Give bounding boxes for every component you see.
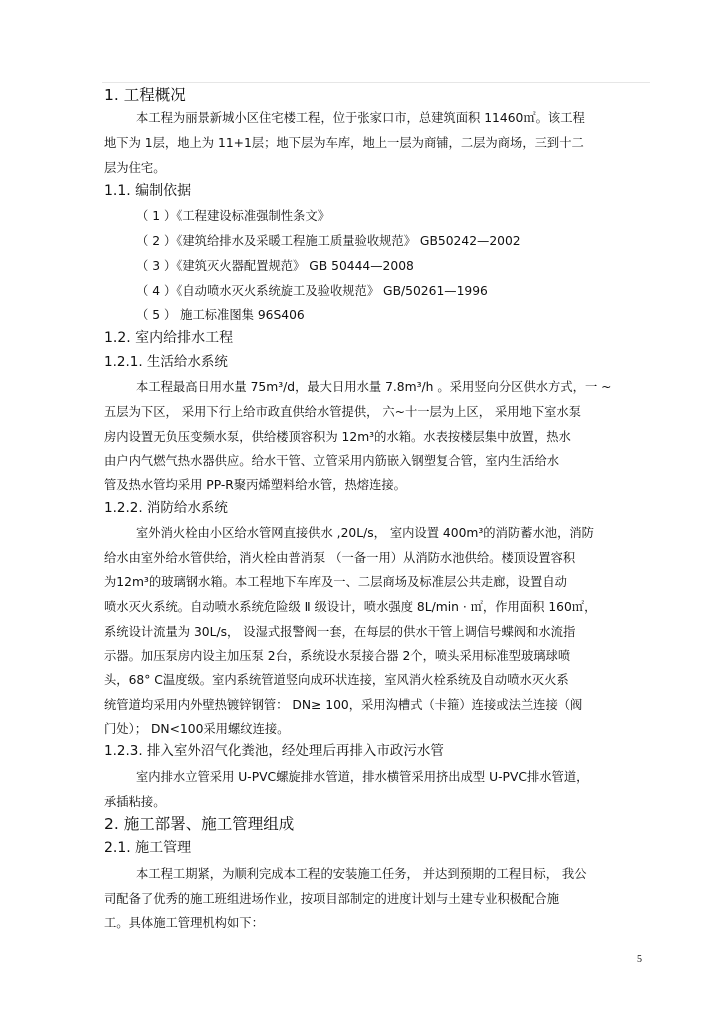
paragraph-line: 司配备了优秀的施工班组进场作业，按项目部制定的进度计划与土建专业积极配合施 bbox=[104, 892, 559, 906]
section-2-heading: 2. 施工部署、施工管理组成 bbox=[104, 815, 295, 833]
section-1-line: 本工程为丽景新城小区住宅楼工程，位于张家口市，总建筑面积 11460㎡。该工程 bbox=[136, 111, 585, 125]
paragraph-line: 承插粘接。 bbox=[104, 795, 166, 809]
paragraph-line: 由户内气燃气热水器供应。给水干管、立管采用内筋嵌入钢塑复合管，室内生活给水 bbox=[104, 454, 559, 468]
section-1-2-2-heading: 1.2.2. 消防给水系统 bbox=[104, 500, 228, 516]
paragraph-line: 本工程工期紧，为顺利完成本工程的安装施工任务， 并达到预期的工程目标， 我公 bbox=[136, 867, 587, 881]
section-1-1-heading: 1.1. 编制依据 bbox=[104, 183, 192, 199]
paragraph-line: 给水由室外给水管供给，消火栓由普消泵 （一备一用）从消防水池供给。楼顶设置容积 bbox=[104, 551, 576, 565]
reference-item: （ 5 ） 施工标准图集 96S406 bbox=[136, 308, 305, 322]
reference-item: （ 4 ）《自动喷水灭火系统旋工及验收规范》 GB/50261—1996 bbox=[136, 284, 488, 298]
paragraph-line: 房内设置无负压变频水泵，供给楼顶容积为 12m³的水箱。水表按楼层集中放置，热水 bbox=[104, 430, 571, 444]
paragraph-line: 五层为下区， 采用下行上给市政直供给水管提供， 六~十一层为上区， 采用地下室水泵 bbox=[104, 405, 582, 419]
paragraph-line: 门处）； DN<100采用螺纹连接。 bbox=[104, 722, 290, 736]
paragraph-line: 本工程最高日用水量 75m³/d，最大日用水量 7.8m³/h 。采用竖向分区供水方式，一 ~ bbox=[136, 380, 612, 394]
paragraph-line: 示器。加压泵房内设主加压泵 2台，系统设水泵接合器 2个，喷头采用标准型玻璃球喷 bbox=[104, 649, 571, 663]
reference-item: （ 3 ）《建筑灭火器配置规范》 GB 50444—2008 bbox=[136, 259, 414, 273]
reference-item: （ 2 ）《建筑给排水及采暖工程施工质量验收规范》 GB50242—2002 bbox=[136, 234, 521, 248]
section-1-2-1-heading: 1.2.1. 生活给水系统 bbox=[104, 354, 228, 370]
header-rule bbox=[102, 82, 650, 83]
paragraph-line: 系统设计流量为 30L/s， 设湿式报警阀一套，在每层的供水干管上调信号蝶阀和水流指 bbox=[104, 625, 576, 639]
reference-item: （ 1 ）《工程建设标准强制性条文》 bbox=[136, 209, 330, 223]
paragraph-line: 统管道均采用内外壁热镀锌钢管： DN≥ 100，采用沟槽式（卡箍）连接或法兰连接（阀 bbox=[104, 698, 583, 712]
paragraph-line: 室内排水立管采用 U-PVC螺旋排水管道，排水横管采用挤出成型 U-PVC排水管道， bbox=[136, 770, 589, 784]
section-1-2-3-heading: 1.2.3. 排入室外沼气化粪池，经处理后再排入市政污水管 bbox=[104, 743, 444, 759]
paragraph-line: 室外消火栓由小区给水管网直接供水 ,20L/s， 室内设置 400m³的消防蓄水池，消防 bbox=[136, 526, 594, 540]
section-2-1-heading: 2.1. 施工管理 bbox=[104, 840, 192, 856]
section-1-heading: 1. 工程概况 bbox=[104, 86, 186, 104]
section-1-2-heading: 1.2. 室内给排水工程 bbox=[104, 330, 234, 346]
paragraph-line: 管及热水管均采用 PP-R聚丙烯塑料给水管，热熔连接。 bbox=[104, 478, 406, 492]
paragraph-line: 头，68° C温度级。室内系统管道竖向成环状连接，室风消火栓系统及自动喷水灭火系 bbox=[104, 673, 569, 687]
paragraph-line: 工。具体施工管理机构如下： bbox=[104, 916, 264, 930]
page-number: 5 bbox=[637, 954, 642, 965]
section-1-line: 层为住宅。 bbox=[104, 161, 166, 175]
paragraph-line: 喷水灭火系统。自动喷水系统危险级 Ⅱ 级设计，喷水强度 8L/min · ㎡，作用面积 160㎡， bbox=[104, 600, 597, 614]
paragraph-line: 为12m³的玻璃钢水箱。本工程地下车库及一、二层商场及标准层公共走廊，设置自动 bbox=[104, 575, 567, 589]
section-1-line: 地下为 1层，地上为 11+1层；地下层为车库，地上一层为商铺，二层为商场，三到十二 bbox=[104, 136, 584, 150]
